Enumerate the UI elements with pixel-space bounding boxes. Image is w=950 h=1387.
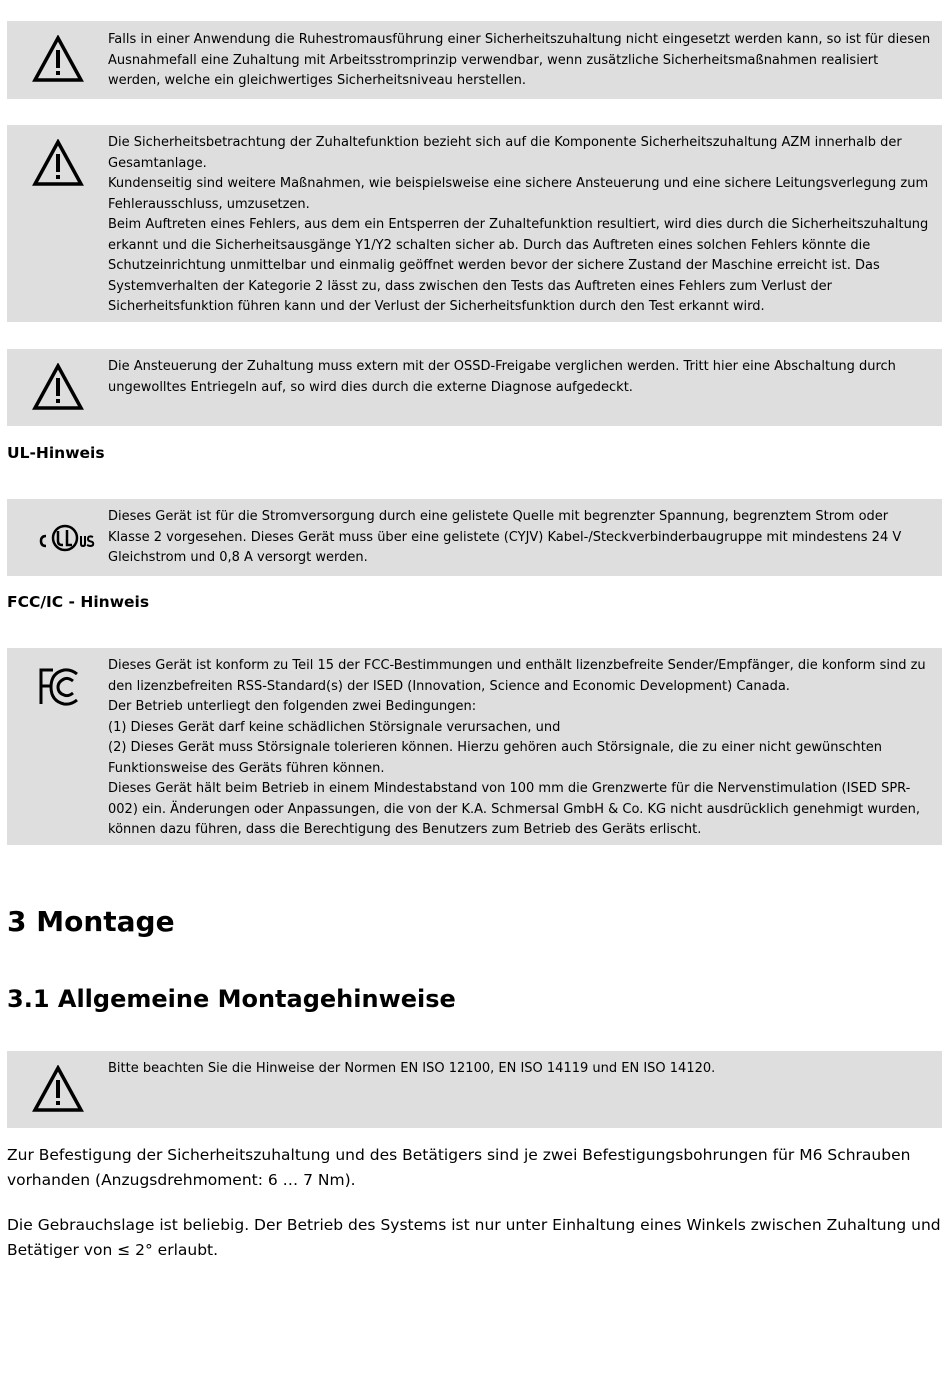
ul-note bbox=[7, 499, 942, 576]
warning-icon bbox=[32, 139, 84, 187]
note-text: Falls in einer Anwendung die Ruhestromausführung einer Sicherheitszuhaltung nicht eingesetzt werden kann, so ist für diesen Ausnahmefall eine Zuhaltung mit Arbeitsstromprinzip verwendbar, wenn zusätzliche Sicherheitsmaßnahmen realisiert werden, welche ein gleichwertiges Sicherheitsniveau herstellen. bbox=[108, 32, 931, 88]
warning-note-3 bbox=[7, 349, 942, 426]
ul-mark-icon bbox=[35, 515, 95, 561]
section-title: 3.1 Allgemeine Montagehinweise bbox=[7, 985, 456, 1013]
warning-icon bbox=[32, 363, 84, 411]
warning-note-1 bbox=[7, 21, 942, 99]
chapter-title: 3 Montage bbox=[7, 905, 175, 938]
note-text: Dieses Gerät ist konform zu Teil 15 der FCC-Bestimmungen und enthält lizenzbefreite Sender/Empfänger, die konform sind zu den lizenzbefreiten RSS-Standard(s) der ISED (Innovation, Science and Economic Development) Canada. Der Betrieb unterliegt den folgenden zwei Bedingungen: (1) Dieses Gerät darf keine schädlichen Störsignale verursachen, und (2) Dieses Gerät muss Störsignale tolerieren können. Hierzu gehören auch Störsignale, die zu einer nicht gewünschten Funktionsweise des Geräts führen können. Dieses Gerät hält beim Betrieb in einem Mindestabstand von 100 mm die Grenzwerte für die Nervenstimulation (ISED SPR-002) ein. Änderungen oder Anpassungen, die von der K.A. Schmersal GmbH & Co. KG nicht ausdrücklich genehmigt wurden, können dazu führen, dass die Berechtigung des Benutzers zum Betrieb des Geräts erlischt. bbox=[108, 658, 926, 837]
fcc-logo-icon bbox=[37, 666, 83, 708]
ul-heading: UL-Hinweis bbox=[7, 444, 105, 462]
warning-icon bbox=[32, 35, 84, 83]
note-text: Bitte beachten Sie die Hinweise der Normen EN ISO 12100, EN ISO 14119 und EN ISO 14120. bbox=[108, 1061, 716, 1076]
note-text: Die Ansteuerung der Zuhaltung muss extern mit der OSSD-Freigabe verglichen werden. Tritt hier eine Abschaltung durch ungewolltes Entriegeln auf, so wird dies durch die externe Diagnose aufgedeckt. bbox=[108, 359, 896, 395]
note-text: Dieses Gerät ist für die Stromversorgung durch eine gelistete Quelle mit begrenzter Spannung, begrenztem Strom oder Klasse 2 vorgesehen. Dieses Gerät muss über eine gelistete (CYJV) Kabel-/Steckverbinderbaugruppe mit mindestens 24 V Gleichstrom und 0,8 A versorgt werden. bbox=[108, 509, 902, 565]
warning-note-4 bbox=[7, 1051, 942, 1128]
note-text: Die Sicherheitsbetrachtung der Zuhaltefunktion bezieht sich auf die Komponente Sicherheitszuhaltung AZM innerhalb der Gesamtanlage. Kundenseitig sind weitere Maßnahmen, wie beispielsweise eine sichere Ansteuerung und eine sichere Leitungsverlegung zum Fehlerausschluss, umzusetzen. Beim Auftreten eines Fehlers, aus dem ein Entsperren der Zuhaltefunktion resultiert, wird dies durch die Sicherheitszuhaltung erkannt und die Sicherheitsausgänge Y1/Y2 schalten sicher ab. Durch das Auftreten eines solchen Fehlers könnte die Schutzeinrichtung unmittelbar und einmalig geöffnet werden bevor der sichere Zustand der Maschine erreicht ist. Das Systemverhalten der Kategorie 2 lässt zu, dass zwischen den Tests das Auftreten eines Fehlers zum Verlust der Sicherheitsfunktion führen kann und der Verlust der Sicherheitsfunktion durch den Test erkannt wird. bbox=[108, 135, 929, 314]
body-paragraph: Zur Befestigung der Sicherheitszuhaltung und des Betätigers sind je zwei Befestigungsbohrungen für M6 Schrauben vorhanden (Anzugsdrehmoment: 6 … 7 Nm). bbox=[7, 1146, 911, 1189]
body-paragraph: Die Gebrauchslage ist beliebig. Der Betrieb des Systems ist nur unter Einhaltung eines Winkels zwischen Zuhaltung und Betätiger von ≤ 2° erlaubt. bbox=[7, 1216, 941, 1259]
warning-note-2 bbox=[7, 125, 942, 322]
fcc-note bbox=[7, 648, 942, 845]
warning-icon bbox=[32, 1065, 84, 1113]
fcc-heading: FCC/IC - Hinweis bbox=[7, 593, 150, 611]
